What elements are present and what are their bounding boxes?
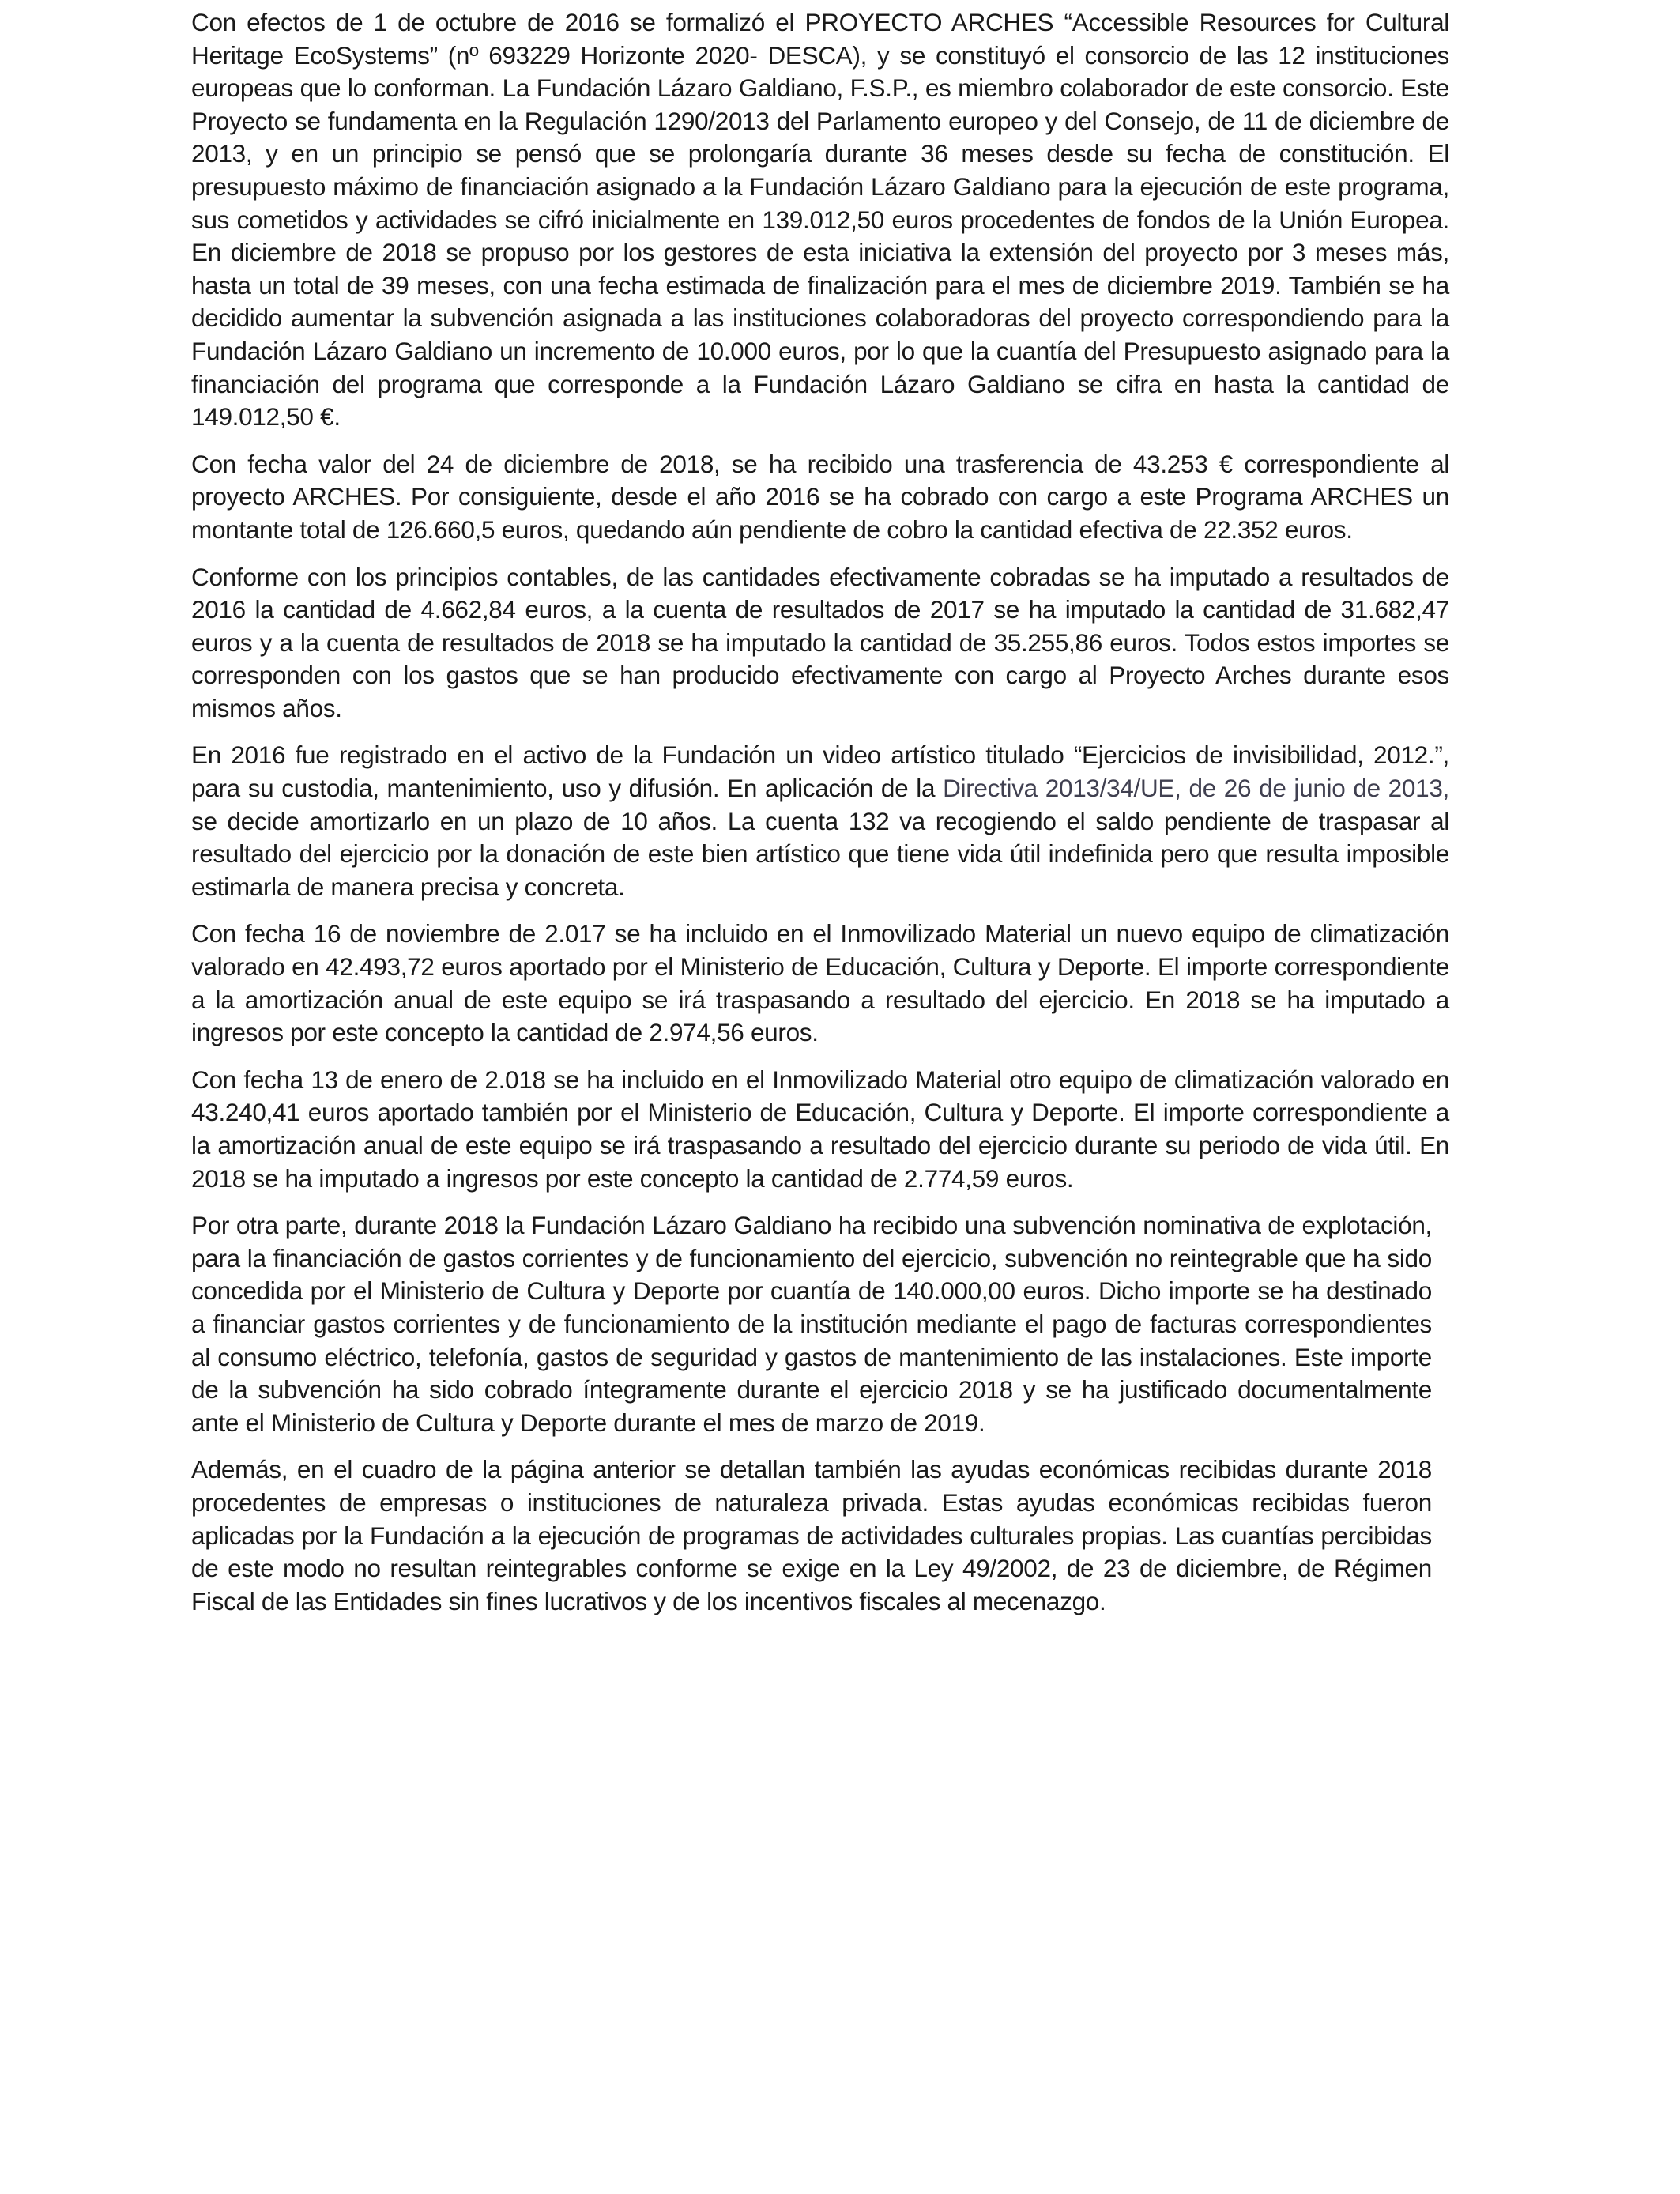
paragraph-accounting-imputation: Conforme con los principios contables, de las cantidades efectivamente cobradas se ha imputado a resultados de 2016 la cantidad de 4.662,84 euros, a la cuenta de resultados de 2017 se ha imputado la cantidad de 31.682,47 euros y a la cuenta de resultados de 2018 se ha imputado la cantidad de 35.255,86 euros. Todos estos importes se corresponden con los gastos que se han producido efectivamente con cargo al Proyecto Arches durante esos mismos años. bbox=[191, 562, 1449, 722]
paragraph-arches-transfer: Con fecha valor del 24 de diciembre de 2018, se ha recibido una trasferencia de 43.253 € correspondiente al proyecto ARCHES. Por consiguiente, desde el año 2016 se ha cobrado con cargo a este Programa ARCHES un montante total de 126.660,5 euros, quedando aún pendiente de cobro la cantidad efectiva de 22.352 euros. bbox=[191, 449, 1449, 544]
directive-reference: Directiva 2013/34/UE, de 26 de junio de 2013, bbox=[943, 774, 1449, 803]
paragraph-climate-equipment-2018: Con fecha 13 de enero de 2.018 se ha incluido en el Inmovilizado Material otro equipo de climatización valorado en 43.240,41 euros aportado también por el Ministerio de Educación, Cultura y Deporte. El importe correspondiente a la amortización anual de este equipo se irá traspasando a resultado del ejercicio durante su periodo de vida útil. En 2018 se ha imputado a ingresos por este concepto la cantidad de 2.774,59 euros. bbox=[191, 1065, 1449, 1193]
paragraph-video-artwork bbox=[191, 739, 1449, 903]
paragraph-climate-equipment-2017: Con fecha 16 de noviembre de 2.017 se ha incluido en el Inmovilizado Material un nuevo equipo de climatización valorado en 42.493,72 euros aportado por el Ministerio de Educación, Cultura y Deporte. El importe correspondiente a la amortización anual de este equipo se irá traspasando a resultado del ejercicio. En 2018 se ha imputado a ingresos por este concepto la cantidad de 2.974,56 euros. bbox=[191, 919, 1449, 1047]
video-paragraph-text-after: se decide amortizarlo en un plazo de 10 años. La cuenta 132 va recogiendo el saldo pendiente de traspasar al resultado del ejercicio por la donación de este bien artístico que tiene vida útil indefinida pero que resulta imposible estimarla de manera precisa y concreta. bbox=[191, 806, 1449, 901]
document-page bbox=[191, 6, 1449, 1632]
paragraph-private-aid: Además, en el cuadro de la página anterior se detallan también las ayudas económicas recibidas durante 2018 procedentes de empresas o instituciones de naturaleza privada. Estas ayudas económicas recibidas fueron aplicadas por la Fundación a la ejecución de programas de actividades culturales propias. Las cuantías percibidas de este modo no resultan reintegrables conforme se exige en la Ley 49/2002, de 23 de diciembre, de Régimen Fiscal de las Entidades sin fines lucrativos y de los incentivos fiscales al mecenazgo. bbox=[191, 1455, 1432, 1615]
paragraph-nominative-subsidy: Por otra parte, durante 2018 la Fundación Lázaro Galdiano ha recibido una subvención nominativa de explotación, para la financiación de gastos corrientes y de funcionamiento del ejercicio, subvención no reintegrable que ha sido concedida por el Ministerio de Cultura y Deporte por cuantía de 140.000,00 euros. Dicho importe se ha destinado a financiar gastos corrientes y de funcionamiento de la institución mediante el pago de facturas correspondientes al consumo eléctrico, telefonía, gastos de seguridad y gastos de mantenimiento de las instalaciones. Este importe de la subvención ha sido cobrado íntegramente durante el ejercicio 2018 y se ha justificado documentalmente ante el Ministerio de Cultura y Deporte durante el mes de marzo de 2019. bbox=[191, 1211, 1432, 1437]
paragraph-arches-project: Con efectos de 1 de octubre de 2016 se formalizó el PROYECTO ARCHES “Accessible Resources for Cultural Heritage EcoSystems” (nº 693229 Horizonte 2020- DESCA), y se constituyó el consorcio de las 12 instituciones europeas que lo conforman. La Fundación Lázaro Galdiano, F.S.P., es miembro colaborador de este consorcio. Este Proyecto se fundamenta en la Regulación 1290/2013 del Parlamento europeo y del Consejo, de 11 de diciembre de 2013, y en un principio se pensó que se prolongaría durante 36 meses desde su fecha de constitución. El presupuesto máximo de financiación asignado a la Fundación Lázaro Galdiano para la ejecución de este programa, sus cometidos y actividades se cifró inicialmente en 139.012,50 euros procedentes de fondos de la Unión Europea. En diciembre de 2018 se propuso por los gestores de esta iniciativa la extensión del proyecto por 3 meses más, hasta un total de 39 meses, con una fecha estimada de finalización para el mes de diciembre 2019. También se ha decidido aumentar la subvención asignada a las instituciones colaboradoras del proyecto correspondiendo para la Fundación Lázaro Galdiano un incremento de 10.000 euros, por lo que la cuantía del Presupuesto asignado para la financiación del programa que corresponde a la Fundación Lázaro Galdiano se cifra en hasta la cantidad de 149.012,50 €. bbox=[191, 8, 1449, 432]
video-paragraph-text-before: En 2016 fue registrado en el activo de la Fundación un video artístico titulado “Ejercicios de invisibilidad, 2012.”, para su custodia, mantenimiento, uso y difusión. En aplicación de la bbox=[191, 741, 1449, 803]
